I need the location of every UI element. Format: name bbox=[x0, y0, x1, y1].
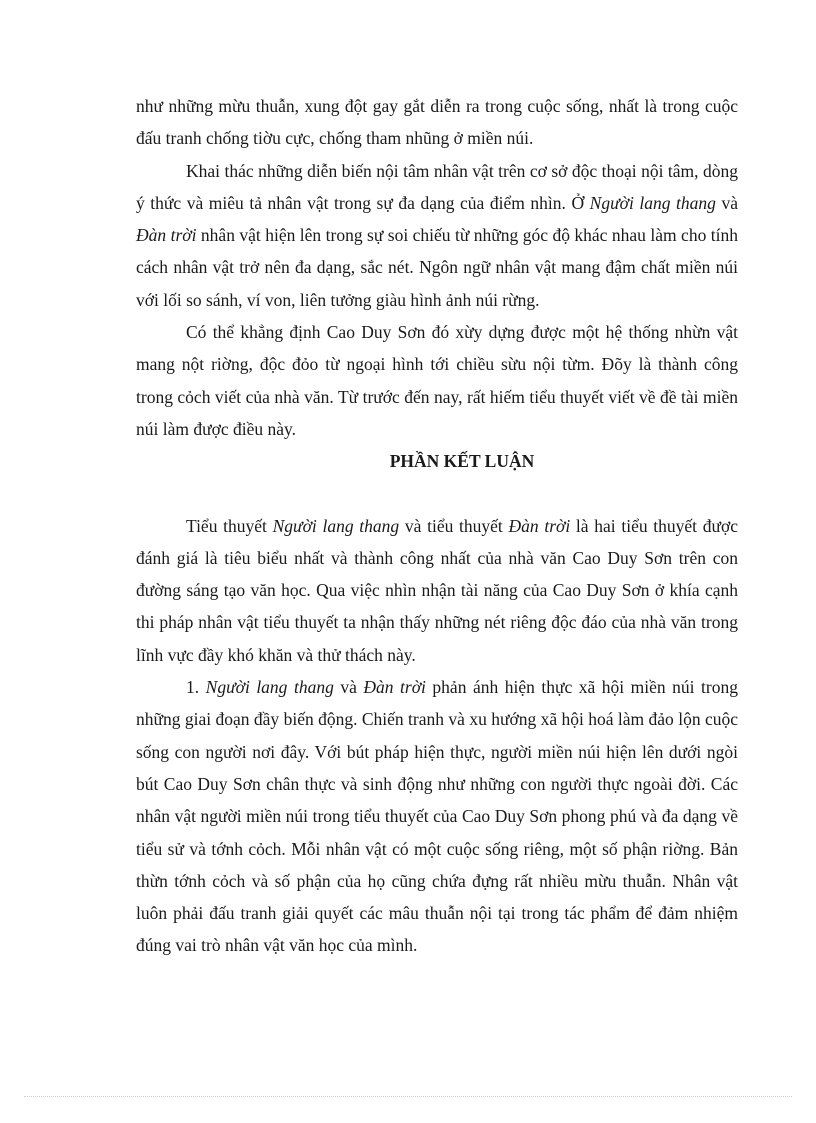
section-heading: PHẦN KẾT LUẬN bbox=[389, 451, 535, 472]
paragraph-text: Khai thác những diễn biến nội tâm nhân vật trên cơ sở độc thoại nội tâm, dòng ý thức và miêu tả nhân vật trong sự đa dạng của điểm nhìn. Ở bbox=[136, 160, 738, 213]
paragraph-text: và tiểu thuyết bbox=[399, 515, 509, 536]
document-body bbox=[136, 90, 738, 962]
paragraph-text: và bbox=[715, 192, 738, 213]
novel-title: Người lang thang bbox=[272, 515, 400, 536]
paragraph-conclusion-point-1 bbox=[136, 671, 738, 962]
paragraph-inner-monologue bbox=[136, 155, 738, 316]
paragraph-continuation: như những mừu thuẫn, xung đột gay gắt diễn ra trong cuộc sống, nhất là trong cuộc đấu tranh chống tiờu cực, chống tham nhũng ở miền núi. bbox=[136, 96, 738, 149]
novel-title: Đàn trời bbox=[136, 225, 197, 246]
heading-spacer bbox=[136, 478, 738, 510]
paragraph-affirmation: Có thể khẳng định Cao Duy Sơn đó xừy dựng được một hệ thống nhừn vật mang nột riờng, độc đỏo từ ngoại hình tới chiều sừu nội từm. Đõy là thành công trong cỏch viết của nhà văn. Từ trước đến nay, rất hiếm tiểu thuyết viết về đề tài miền núi làm được điều này. bbox=[136, 322, 738, 439]
paragraph-text: 1. bbox=[186, 677, 206, 698]
paragraph-text: Tiểu thuyết bbox=[186, 515, 273, 536]
novel-title: Người lang thang bbox=[589, 192, 716, 213]
paragraph-text: là hai tiểu thuyết được đánh giá là tiêu biểu nhất và thành công nhất của nhà văn Cao Duy Sơn trên con đường sáng tạo văn học. Qua việc nhìn nhận tài năng của Cao Duy Sơn ở khía cạnh thi pháp nhân vật tiểu thuyết ta nhận thấy những nét riêng độc đáo của nhà văn trong lĩnh vực đầy khó khăn và thử thách này. bbox=[136, 515, 738, 665]
paragraph-text: nhân vật hiện lên trong sự soi chiếu từ những góc độ khác nhau làm cho tính cách nhân vật trở nên đa dạng, sắc nét. Ngôn ngữ nhân vật mang đậm chất miền núi với lối so sánh, ví von, liên tưởng giàu hình ảnh núi rừng. bbox=[136, 225, 739, 310]
page-bottom-divider bbox=[24, 1096, 792, 1097]
paragraph-text: phản ánh hiện thực xã hội miền núi trong những giai đoạn đầy biến động. Chiến tranh và xu hướng xã hội hoá làm đảo lộn cuộc sống con người nơi đây. Với bút pháp hiện thực, người miền núi hiện lên dưới ngòi bút Cao Duy Sơn chân thực và sinh động như những con người thực ngoài đời. Các nhân vật người miền núi trong tiểu thuyết của Cao Duy Sơn phong phú và đa dạng về tiểu sử và tớnh cỏch. Mỗi nhân vật có một cuộc sống riêng, một số phận riờng. Bản thừn tớnh cỏch và số phận của họ cũng chứa đựng rất nhiều mừu thuẫn. Nhân vật luôn phải đấu tranh giải quyết các mâu thuẫn nội tại trong tác phẩm để đảm nhiệm đúng vai trò nhân vật văn học của mình. bbox=[136, 677, 738, 956]
novel-title: Người lang thang bbox=[205, 677, 334, 698]
paragraph-conclusion-intro bbox=[136, 510, 738, 671]
paragraph-text: và bbox=[333, 677, 364, 698]
novel-title: Đàn trời bbox=[508, 515, 571, 536]
novel-title: Đàn trời bbox=[363, 677, 426, 698]
